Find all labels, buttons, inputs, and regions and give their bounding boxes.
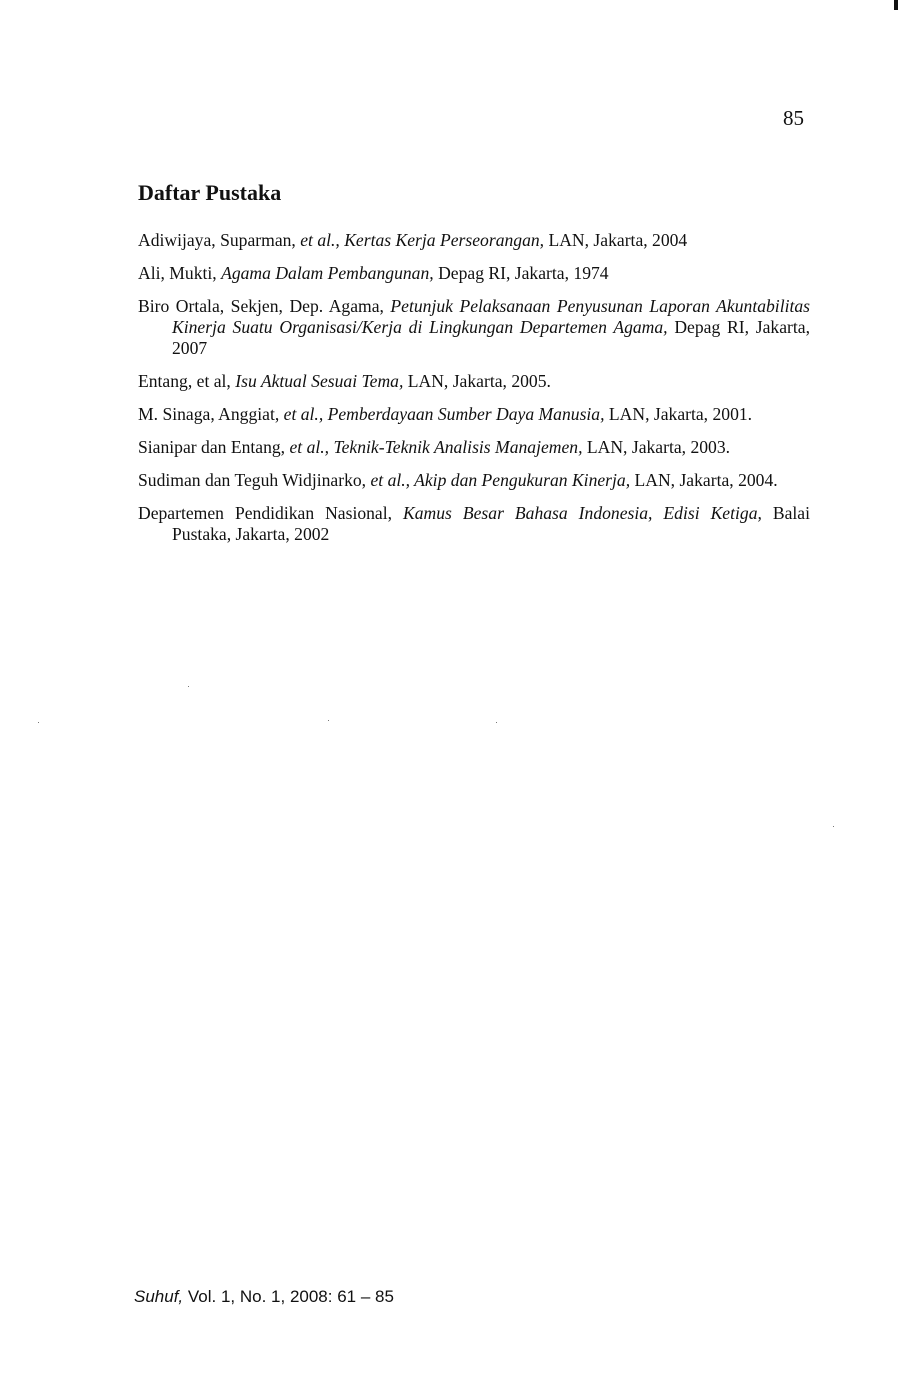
page-footer <box>134 1287 394 1307</box>
reference-publisher: Depag RI, Jakarta, 2007 <box>172 317 810 358</box>
reference-item <box>138 404 810 425</box>
reference-title: et al., Pemberdayaan Sumber Daya Manusia, <box>283 404 605 424</box>
reference-author: Adiwijaya, Suparman, <box>138 230 301 250</box>
reference-item <box>138 296 810 359</box>
reference-publisher: Balai Pustaka, Jakarta, 2002 <box>172 503 810 544</box>
reference-item <box>138 503 810 545</box>
footer-journal: Suhuf, <box>134 1287 184 1306</box>
reference-title: et al., Teknik-Teknik Analisis Manajemen, <box>289 437 583 457</box>
scan-speck <box>328 720 329 721</box>
reference-item <box>138 371 810 392</box>
reference-item <box>138 230 810 251</box>
reference-author: Entang, et al, <box>138 371 236 391</box>
page-number: 85 <box>783 106 804 130</box>
reference-publisher: LAN, Jakarta, 2003. <box>582 437 731 457</box>
reference-list <box>138 230 810 557</box>
scan-speck <box>38 722 39 723</box>
footer-citation: Vol. 1, No. 1, 2008: 61 – 85 <box>183 1287 394 1306</box>
reference-author: Departemen Pendidikan Nasional, <box>138 503 404 523</box>
reference-title: Petunjuk Pelaksanaan Penyusunan Laporan Akuntabilitas Kinerja Suatu Organisasi/Kerja di Lingkungan Departemen Agama, <box>172 296 810 337</box>
reference-author: M. Sinaga, Anggiat, <box>138 404 284 424</box>
reference-author: Sudiman dan Teguh Widjinarko, <box>138 470 371 490</box>
reference-publisher: LAN, Jakarta, 2004 <box>544 230 688 250</box>
section-heading: Daftar Pustaka <box>138 180 282 205</box>
reference-item <box>138 263 810 284</box>
scan-speck <box>496 722 497 723</box>
reference-title: Kamus Besar Bahasa Indonesia, Edisi Ketiga, <box>403 503 762 523</box>
reference-author: Ali, Mukti, <box>138 263 222 283</box>
reference-title: et al., Kertas Kerja Perseorangan, <box>300 230 545 250</box>
reference-publisher: LAN, Jakarta, 2001. <box>604 404 753 424</box>
reference-publisher: LAN, Jakarta, 2005. <box>403 371 551 391</box>
reference-title: et al., Akip dan Pengukuran Kinerja, <box>370 470 631 490</box>
reference-title: Agama Dalam Pembangunan, <box>221 263 434 283</box>
reference-author: Biro Ortala, Sekjen, Dep. Agama, <box>138 296 391 316</box>
scan-corner-mark <box>894 0 898 10</box>
reference-publisher: LAN, Jakarta, 2004. <box>630 470 778 490</box>
reference-title: Isu Aktual Sesuai Tema, <box>235 371 404 391</box>
reference-item <box>138 437 810 458</box>
scan-speck <box>833 826 834 827</box>
reference-publisher: Depag RI, Jakarta, 1974 <box>433 263 609 283</box>
reference-item <box>138 470 810 491</box>
scan-speck <box>188 686 189 687</box>
reference-author: Sianipar dan Entang, <box>138 437 290 457</box>
